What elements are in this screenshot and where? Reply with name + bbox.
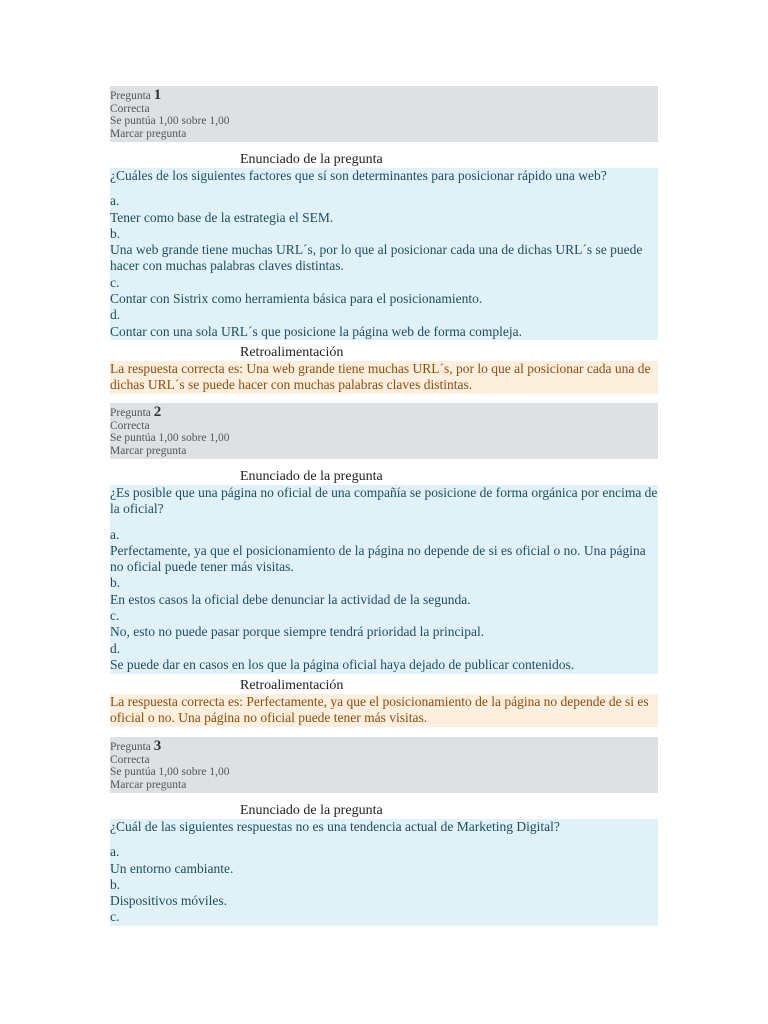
answer-option[interactable]: Contar con una sola URL´s que posicione la página web de forma compleja. [110, 323, 523, 339]
flag-question-link[interactable]: Marcar pregunta [110, 127, 187, 140]
answer-option[interactable]: No, esto no puede pasar porque siempre tendrá prioridad la principal. [110, 624, 485, 640]
question-number: 1 [153, 87, 162, 103]
option-letter: b. [110, 225, 121, 241]
question-state: Correcta [110, 753, 150, 766]
option-letter: c. [110, 274, 120, 290]
question-label: Pregunta [110, 407, 151, 419]
flag-question-link[interactable]: Marcar pregunta [110, 778, 187, 791]
question-number: 3 [153, 738, 162, 754]
question-label: Pregunta [110, 90, 151, 102]
feedback-title: Retroalimentación [240, 678, 344, 693]
question-formulation-1 [110, 168, 658, 340]
answer-option[interactable]: Dispositivos móviles. [110, 893, 228, 909]
question-label: Pregunta [110, 741, 151, 753]
question-grade: Se puntúa 1,00 sobre 1,00 [110, 766, 230, 778]
answer-option[interactable]: Se puede dar en casos en los que la página oficial haya dejado de publicar contenidos. [110, 656, 575, 672]
question-text: ¿Es posible que una página no oficial de una compañía se posicione de forma orgánica por encima de la oficial? [110, 485, 658, 517]
correct-answer-feedback: La respuesta correcta es: Perfectamente, ya que el posicionamiento de la página no depende de si es oficial o no. Una página no oficial puede tener más visitas. [110, 694, 649, 726]
correct-answer-feedback: La respuesta correcta es: Una web grande tiene muchas URL´s, por lo que al posicionar cada una de dichas URL´s se puede hacer con muchas palabras claves distintas. [110, 361, 651, 393]
option-letter: d. [110, 640, 121, 656]
question-text: ¿Cuáles de los siguientes factores que sí son determinantes para posicionar rápido una web? [110, 168, 607, 183]
question-grade: Se puntúa 1,00 sobre 1,00 [110, 115, 230, 127]
question-info-2 [110, 403, 658, 459]
statement-title: Enunciado de la pregunta [240, 152, 383, 167]
question-formulation-3 [110, 819, 658, 926]
option-letter: a. [110, 526, 120, 542]
statement-title: Enunciado de la pregunta [240, 803, 383, 818]
option-letter: d. [110, 307, 121, 323]
feedback-title: Retroalimentación [240, 345, 344, 360]
option-letter: c. [110, 909, 120, 925]
option-letter: a. [110, 193, 120, 209]
option-letter: a. [110, 844, 120, 860]
answer-option[interactable]: Un entorno cambiante. [110, 860, 234, 876]
question-formulation-2 [110, 485, 658, 674]
answer-option[interactable]: Tener como base de la estrategia el SEM. [110, 209, 334, 225]
answer-option[interactable]: Perfectamente, ya que el posicionamiento de la página no depende de si es oficial o no. Una página no oficial puede tener más visitas. [110, 542, 646, 575]
answer-option[interactable]: Una web grande tiene muchas URL´s, por lo que al posicionar cada una de dichas URL´s se puede hacer con muchas palabras claves distintas. [110, 242, 643, 274]
question-grade: Se puntúa 1,00 sobre 1,00 [110, 432, 230, 444]
option-letter: b. [110, 575, 121, 591]
question-state: Correcta [110, 419, 150, 432]
flag-question-link[interactable]: Marcar pregunta [110, 444, 187, 457]
answer-option[interactable]: Contar con Sistrix como herramienta básica para el posicionamiento. [110, 291, 483, 307]
option-letter: c. [110, 608, 120, 624]
question-info-1 [110, 86, 658, 142]
question-text: ¿Cuál de las siguientes respuestas no es una tendencia actual de Marketing Digital? [110, 819, 560, 834]
question-state: Correcta [110, 102, 150, 115]
feedback-box-2 [110, 694, 658, 727]
statement-title: Enunciado de la pregunta [240, 469, 383, 484]
option-letter: b. [110, 876, 121, 892]
question-info-3 [110, 737, 658, 793]
answer-option[interactable]: En estos casos la oficial debe denunciar la actividad de la segunda. [110, 591, 471, 607]
feedback-box-1 [110, 361, 658, 394]
question-number: 2 [153, 404, 162, 420]
